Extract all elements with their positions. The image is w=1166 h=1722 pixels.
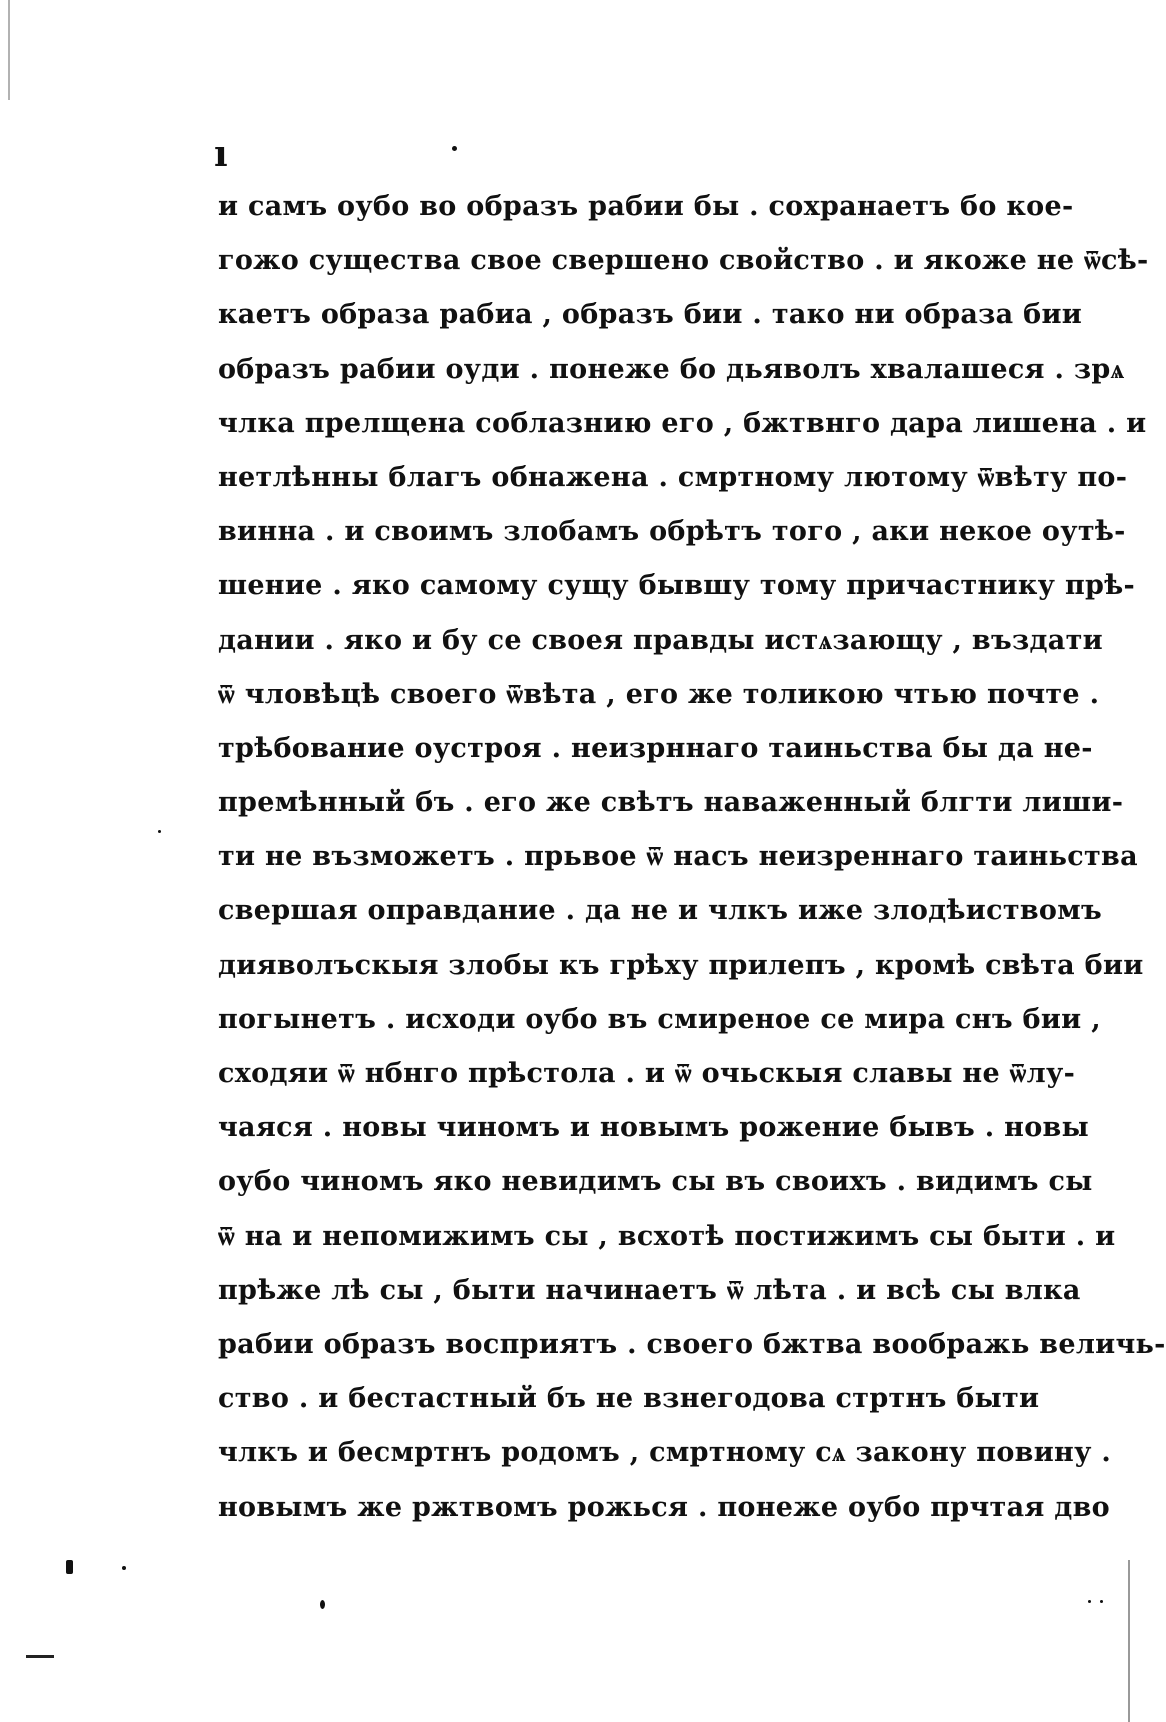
- text-line: ѿ на и непомижимъ сы , всхотѣ постижимъ сы быти . и: [218, 1220, 1116, 1252]
- text-line: винна . и своимъ злобамъ обрѣтъ того , аки некое оутѣ-: [218, 516, 1126, 548]
- text-line: каетъ образа рабиа , образъ бии . тако ни образа бии: [218, 299, 1083, 331]
- text-line: рабии образъ восприятъ . своего бжтва воображь величь-: [218, 1328, 1166, 1360]
- text-line: оубо чиномъ яко невидимъ сы въ своихъ . видимъ сы: [218, 1166, 1093, 1198]
- text-line: ти не възможетъ . прьвое ѿ насъ неизреннаго таиньства: [218, 841, 1138, 873]
- text-line: члкъ и бесмртнъ родомъ , смртному сѧ закону повину .: [218, 1437, 1112, 1469]
- text-line: погынетъ . исходи оубо въ смиреное се мира снъ бии ,: [218, 1003, 1101, 1035]
- text-block: [218, 180, 1166, 1535]
- text-line: свершая оправдание . да не и члкъ иже злодѣиствомъ: [218, 895, 1102, 927]
- text-line: ство . и бестастный бъ не взнегодова стртнъ быти: [218, 1383, 1040, 1415]
- text-line: прѣже лѣ сы , быти начинаетъ ѿ лѣта . и всѣ сы влка: [218, 1274, 1081, 1306]
- text-line: чаяся . новы чиномъ и новымъ рожение бывъ . новы: [218, 1112, 1089, 1144]
- text-line: образъ рабии оуди . понеже бо дьяволъ хвалашеся . зрѧ: [218, 353, 1125, 385]
- text-line: нетлѣнны благъ обнажена . смртному лютому ѿвѣту по-: [218, 461, 1128, 493]
- scan-speck: [158, 830, 161, 833]
- scan-speck: [66, 1560, 73, 1574]
- text-line: шение . яко самому сущу бывшу тому причастнику прѣ-: [218, 570, 1135, 602]
- text-line: новымъ же ржтвомъ рожься . понеже оубо прчтая дво: [218, 1491, 1110, 1523]
- scan-mark: [26, 1655, 54, 1658]
- text-line: дияволъскыя злобы къ грѣху прилепъ , кромѣ свѣта бии: [218, 949, 1144, 981]
- text-line: гожо существа свое свершено свойство . и якоже не ѿсѣ-: [218, 245, 1149, 277]
- scan-edge-right: [1128, 1560, 1130, 1722]
- scan-speck: [452, 146, 457, 151]
- text-line: трѣбование оустроя . неизрннаго таиньства бы да не-: [218, 732, 1093, 764]
- text-line: ѿ чловѣцѣ своего ѿвѣта , его же толикою чтью почте .: [218, 678, 1100, 710]
- scan-speck: [320, 1600, 325, 1609]
- scan-speck: [1100, 1600, 1103, 1603]
- scan-speck: [122, 1566, 126, 1570]
- scan-edge-left: [8, 0, 10, 100]
- text-line: премѣнный бъ . его же свѣтъ наваженный блгти лиши-: [218, 787, 1124, 819]
- text-line: члка прелщена соблазнию его , бжтвнго дара лишена . и: [218, 407, 1147, 439]
- text-line: сходяи ѿ нбнго прѣстола . и ѿ очьскыя славы не ѿлу-: [218, 1058, 1076, 1089]
- text-line: и самъ оубо во образъ рабии бы . сохранаетъ бо кое-: [218, 191, 1074, 222]
- text-line: дании . яко и бу се своея правды истѧзающу , въздати: [218, 624, 1103, 656]
- folio-number: ı: [214, 133, 228, 175]
- scan-speck: [1088, 1600, 1091, 1603]
